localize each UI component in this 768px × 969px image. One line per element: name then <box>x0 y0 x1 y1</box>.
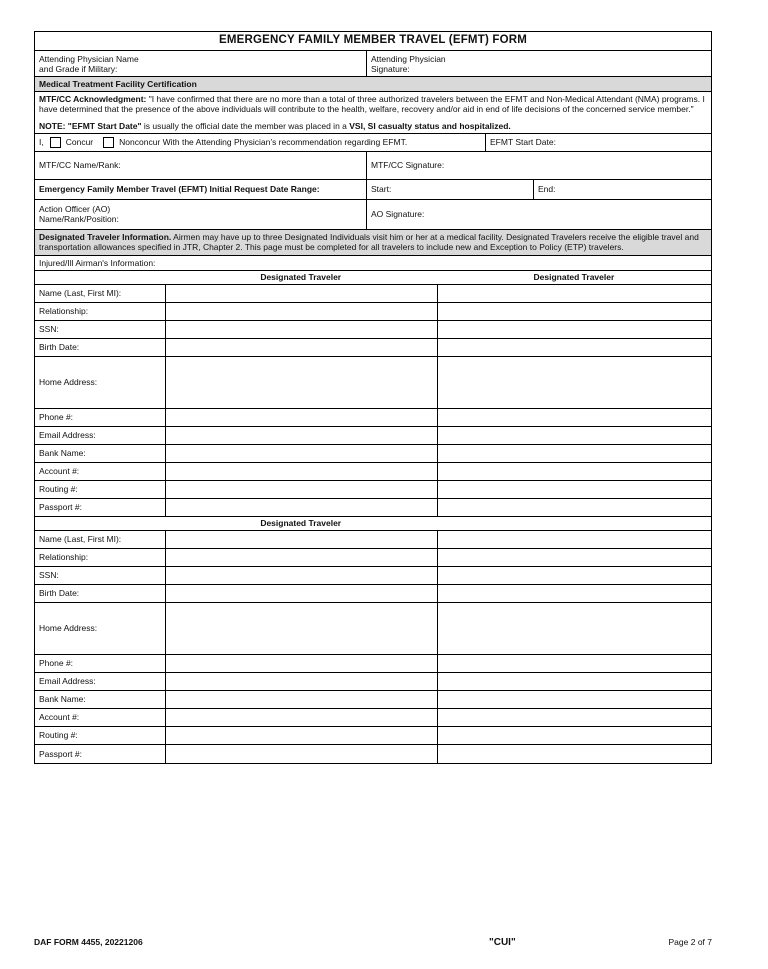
note-suffix: VSI, SI casualty status and hospitalized. <box>349 120 511 131</box>
page-footer <box>34 937 712 951</box>
physician-grade-label: and Grade if Military: <box>39 64 118 75</box>
relationship-label-3: Relationship: <box>39 552 89 563</box>
traveler-3-bank-input[interactable] <box>165 691 437 708</box>
traveler-1-relationship-input[interactable] <box>165 303 437 320</box>
traveler3-row-passport <box>35 745 711 763</box>
physician-sig-label-1: Attending Physician <box>371 54 446 64</box>
efmt-form <box>34 31 712 764</box>
traveler-row-passport <box>35 499 711 517</box>
traveler-row-name <box>35 285 711 303</box>
traveler-3-name-extra[interactable] <box>437 531 711 548</box>
routing-label: Routing #: <box>39 484 78 495</box>
traveler-row-ssn <box>35 321 711 339</box>
physician-row <box>35 51 711 77</box>
date-range-row <box>35 180 711 200</box>
traveler-3-passport-input[interactable] <box>165 745 437 763</box>
acknowledgment-block <box>35 92 711 133</box>
physician-signature-field[interactable] <box>366 51 711 76</box>
mtfcc-name-field[interactable] <box>35 152 366 179</box>
traveler-3-relationship-input[interactable] <box>165 549 437 566</box>
physician-sig-label-2: Signature: <box>371 64 410 75</box>
traveler-1-account-input[interactable] <box>165 463 437 480</box>
traveler-row-routing <box>35 481 711 499</box>
efmt-start-date-label: EFMT Start Date: <box>490 137 556 148</box>
acknowledgment-row <box>35 92 711 134</box>
traveler-1-address-input[interactable] <box>165 357 437 408</box>
traveler-2-relationship-input[interactable] <box>437 303 711 320</box>
nonconcur-checkbox[interactable] <box>103 137 114 148</box>
traveler-3-address-extra[interactable] <box>437 603 711 654</box>
form-id: DAF FORM 4455, 20221206 <box>34 937 143 947</box>
relationship-label: Relationship: <box>39 306 89 317</box>
airman-info-field[interactable] <box>35 256 711 270</box>
traveler-2-address-input[interactable] <box>437 357 711 408</box>
traveler-1-routing-input[interactable] <box>165 481 437 498</box>
note-middle: is usually the official date the member was placed in a <box>141 120 350 131</box>
traveler3-row-address <box>35 603 711 655</box>
traveler-2-name-input[interactable] <box>437 285 711 302</box>
traveler-row-account <box>35 463 711 481</box>
traveler-1-phone-input[interactable] <box>165 409 437 426</box>
i-label: I, <box>39 137 44 148</box>
traveler-3-email-extra[interactable] <box>437 673 711 690</box>
ao-sig-label: AO Signature: <box>371 209 425 220</box>
account-label-3: Account #: <box>39 712 80 723</box>
traveler-row-relationship <box>35 303 711 321</box>
email-label-3: Email Address: <box>39 676 96 687</box>
acknowledgment-label: MTF/CC Acknowledgment: <box>39 94 147 104</box>
designated-info-row <box>35 230 711 256</box>
form-title-row <box>35 32 711 51</box>
traveler-3-account-extra[interactable] <box>437 709 711 726</box>
traveler3-row-phone <box>35 655 711 673</box>
account-label: Account #: <box>39 466 80 477</box>
name-label: Name (Last, First MI): <box>39 288 122 299</box>
traveler-1-birth-input[interactable] <box>165 339 437 356</box>
airman-info-row <box>35 256 711 271</box>
physician-name-label: Attending Physician Name <box>39 54 139 64</box>
mtfcc-row <box>35 152 711 180</box>
header-spacer-2 <box>35 517 165 530</box>
traveler-1-name-input[interactable] <box>165 285 437 302</box>
phone-label-3: Phone #: <box>39 658 74 669</box>
traveler-3-relationship-extra[interactable] <box>437 549 711 566</box>
traveler-row-phone <box>35 409 711 427</box>
ao-name-field[interactable] <box>35 200 366 229</box>
concur-row <box>35 134 711 152</box>
cui-marking: "CUI" <box>489 937 516 948</box>
physician-name-field[interactable] <box>35 51 366 76</box>
traveler-3-address-input[interactable] <box>165 603 437 654</box>
mtf-cert-heading: Medical Treatment Facility Certification <box>39 78 197 89</box>
mtf-cert-heading-row <box>35 77 711 92</box>
traveler-3-name-input[interactable] <box>165 531 437 548</box>
date-range-label: Emergency Family Member Travel (EFMT) Initial Request Date Range: <box>39 184 320 195</box>
traveler3-row-routing <box>35 727 711 745</box>
traveler-2-account-input[interactable] <box>437 463 711 480</box>
traveler3-row-name <box>35 531 711 549</box>
acknowledgment-text <box>39 94 707 115</box>
traveler-3-passport-extra[interactable] <box>437 745 711 763</box>
birth-label: Birth Date: <box>39 342 80 353</box>
designated-info-text <box>35 230 711 255</box>
mtfcc-sig-label: MTF/CC Signature: <box>371 160 445 171</box>
airman-info-label: Injured/Ill Airman's Information: <box>39 257 156 268</box>
header-spacer <box>35 271 165 284</box>
ao-label-1: Action Officer (AO) <box>39 204 111 215</box>
mtfcc-name-label: MTF/CC Name/Rank: <box>39 160 121 171</box>
range-start-field[interactable] <box>366 180 533 199</box>
dt-heading-a: Designated Traveler <box>260 272 342 283</box>
traveler-3-ssn-input[interactable] <box>165 567 437 584</box>
traveler-3-email-input[interactable] <box>165 673 437 690</box>
traveler-1-bank-input[interactable] <box>165 445 437 462</box>
birth-label-3: Birth Date: <box>39 588 80 599</box>
passport-label-3: Passport #: <box>39 748 82 759</box>
ssn-label-3: SSN: <box>39 570 59 581</box>
range-start-label: Start: <box>371 184 392 195</box>
traveler-1-passport-input[interactable] <box>165 499 437 516</box>
efmt-start-date-field[interactable] <box>485 134 711 151</box>
traveler3-row-email <box>35 673 711 691</box>
dt-heading-c: Designated Traveler <box>260 518 342 529</box>
traveler-2-passport-input[interactable] <box>437 499 711 516</box>
name-label-3: Name (Last, First MI): <box>39 534 122 545</box>
dt-heading-b: Designated Traveler <box>533 272 615 283</box>
traveler-3-routing-extra[interactable] <box>437 727 711 744</box>
range-end-field[interactable] <box>533 180 711 199</box>
ao-signature-field[interactable] <box>366 200 711 229</box>
action-officer-row <box>35 200 711 230</box>
traveler-2-email-input[interactable] <box>437 427 711 444</box>
traveler-3-ssn-extra[interactable] <box>437 567 711 584</box>
range-end-label: End: <box>538 184 556 195</box>
traveler3-row-ssn <box>35 567 711 585</box>
address-label-3: Home Address: <box>39 623 98 634</box>
traveler-2-phone-input[interactable] <box>437 409 711 426</box>
bank-label: Bank Name: <box>39 448 86 459</box>
mtfcc-signature-field[interactable] <box>366 152 711 179</box>
address-label: Home Address: <box>39 377 98 388</box>
traveler3-row-bank <box>35 691 711 709</box>
phone-label: Phone #: <box>39 412 74 423</box>
traveler-2-routing-input[interactable] <box>437 481 711 498</box>
traveler3-row-relationship <box>35 549 711 567</box>
bank-label-3: Bank Name: <box>39 694 86 705</box>
passport-label: Passport #: <box>39 502 82 513</box>
traveler-row-bank <box>35 445 711 463</box>
email-label: Email Address: <box>39 430 96 441</box>
designated-info-label: Designated Traveler Information. <box>39 232 172 243</box>
nonconcur-label: Nonconcur With the Attending Physician’s recommendation regarding EFMT. <box>119 137 408 148</box>
traveler-2-bank-input[interactable] <box>437 445 711 462</box>
note-prefix: NOTE: "EFMT Start Date" <box>39 120 142 131</box>
traveler-1-ssn-input[interactable] <box>165 321 437 338</box>
traveler-3-bank-extra[interactable] <box>437 691 711 708</box>
designated-info-body: Airmen may have up to three Designated Individuals visit him or her at a medical facility. Designated Travelers receive the eligible travel and transportation allowances specified in JTR, Chapter 2. This page must be completed for all travelers to include new and Exception to Policy (ETP) travelers. <box>39 232 699 253</box>
acknowledgment-body: "I have confirmed that there are no more than a total of three authorized travelers between the EFMT and Non-Medical Attendant (NMA) programs. I have determined that the presence of the above individuals will contribute to the health, welfare, recovery and/or aid in end of life decisions of the concerned service member." <box>39 94 705 115</box>
traveler-row-address <box>35 357 711 409</box>
traveler-row-email <box>35 427 711 445</box>
traveler-3-routing-input[interactable] <box>165 727 437 744</box>
concur-field <box>35 134 485 151</box>
traveler-row-birth <box>35 339 711 357</box>
concur-checkbox[interactable] <box>50 137 61 148</box>
routing-label-3: Routing #: <box>39 730 78 741</box>
traveler-3-birth-input[interactable] <box>165 585 437 602</box>
traveler-3-phone-extra[interactable] <box>437 655 711 672</box>
note-text <box>39 121 707 131</box>
traveler-1-email-input[interactable] <box>165 427 437 444</box>
traveler3-row-birth <box>35 585 711 603</box>
traveler3-row-account <box>35 709 711 727</box>
page-number: Page 2 of 7 <box>668 937 712 947</box>
traveler-2-ssn-input[interactable] <box>437 321 711 338</box>
traveler-3-account-input[interactable] <box>165 709 437 726</box>
concur-label: Concur <box>65 137 94 148</box>
form-title: EMERGENCY FAMILY MEMBER TRAVEL (EFMT) FORM <box>218 34 528 47</box>
traveler-3-birth-extra[interactable] <box>437 585 711 602</box>
traveler-header-row-2 <box>35 517 711 531</box>
ao-label-2: Name/Rank/Position: <box>39 214 119 225</box>
traveler-2-birth-input[interactable] <box>437 339 711 356</box>
traveler-3-phone-input[interactable] <box>165 655 437 672</box>
header-blank-2 <box>437 517 711 530</box>
ssn-label: SSN: <box>39 324 59 335</box>
traveler-header-row-1 <box>35 271 711 285</box>
